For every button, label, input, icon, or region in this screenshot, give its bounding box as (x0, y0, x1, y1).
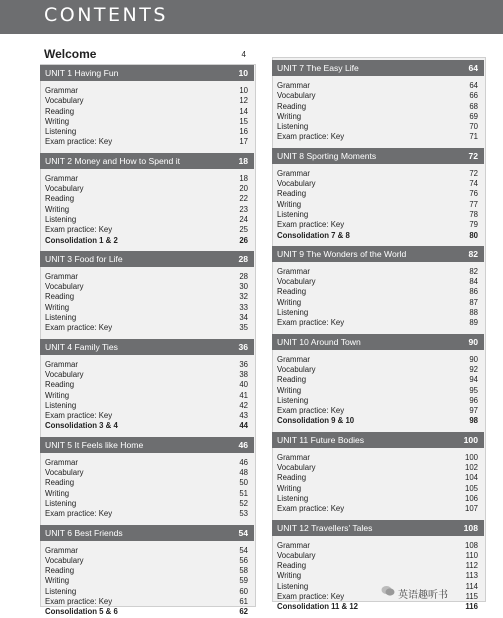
list-item[interactable] (277, 494, 478, 504)
list-item[interactable] (45, 215, 248, 225)
row-label: Listening (277, 122, 309, 132)
row-label: Grammar (45, 359, 78, 369)
list-item[interactable] (277, 453, 478, 463)
list-item[interactable] (45, 117, 248, 127)
list-item[interactable] (45, 401, 248, 411)
list-item[interactable] (277, 318, 478, 328)
list-item[interactable] (45, 272, 248, 282)
row-label: Consolidation 3 & 4 (45, 421, 118, 431)
row-page: 76 (469, 189, 478, 199)
row-page: 41 (239, 390, 248, 400)
list-item[interactable] (45, 174, 248, 184)
row-page: 25 (239, 225, 248, 235)
list-item[interactable] (45, 370, 248, 380)
list-item[interactable] (277, 484, 478, 494)
row-page: 24 (239, 214, 248, 224)
unit-rows (45, 360, 248, 432)
row-page: 30 (239, 282, 248, 292)
list-item[interactable] (277, 112, 478, 122)
list-item[interactable] (45, 411, 248, 421)
row-page: 17 (239, 137, 248, 147)
unit-header[interactable] (40, 251, 254, 267)
row-page: 26 (239, 235, 248, 245)
row-label: Writing (45, 488, 70, 498)
row-page: 110 (465, 550, 478, 560)
row-label: Reading (45, 292, 75, 302)
row-page: 79 (469, 220, 478, 230)
row-page: 22 (239, 194, 248, 204)
unit-page: 36 (238, 341, 248, 352)
list-item[interactable] (277, 277, 478, 287)
unit-page: 72 (468, 150, 478, 161)
row-label: Listening (277, 308, 309, 318)
unit-rows (277, 453, 478, 515)
row-label: Writing (45, 302, 70, 312)
page-title: CONTENTS (44, 4, 168, 26)
row-label: Vocabulary (45, 96, 84, 106)
unit-title: UNIT 2 Money and How to Spend it (45, 155, 181, 166)
row-label: Listening (45, 498, 77, 508)
row-page: 72 (469, 168, 478, 178)
row-label: Consolidation 9 & 10 (277, 416, 355, 426)
list-item[interactable] (45, 391, 248, 401)
unit-title: UNIT 6 Best Friends (45, 527, 123, 538)
unit-header[interactable] (40, 525, 254, 541)
list-item[interactable] (45, 380, 248, 390)
list-item[interactable] (277, 365, 478, 375)
list-item[interactable] (277, 473, 478, 483)
consolidation-row[interactable] (277, 231, 478, 241)
unit-rows (45, 458, 248, 520)
list-item[interactable] (277, 169, 478, 179)
row-label: Grammar (45, 86, 78, 95)
row-label: Listening (45, 400, 77, 410)
row-page: 87 (469, 297, 478, 307)
unit-title: UNIT 9 The Wonders of the World (277, 248, 407, 259)
list-item[interactable] (45, 576, 248, 586)
row-label: Exam practice: Key (277, 132, 345, 142)
unit-page: 18 (238, 155, 248, 166)
list-item[interactable] (45, 566, 248, 576)
row-label: Vocabulary (277, 550, 316, 560)
row-page: 88 (469, 308, 478, 318)
row-label: Vocabulary (277, 91, 316, 101)
row-label: Writing (45, 390, 70, 400)
unit-header[interactable] (40, 153, 254, 169)
row-page: 89 (469, 318, 478, 328)
list-item[interactable] (45, 127, 248, 137)
row-page: 18 (239, 173, 248, 183)
unit-header[interactable] (272, 148, 484, 164)
list-item[interactable] (277, 504, 478, 514)
row-label: Consolidation 11 & 12 (277, 602, 359, 612)
unit-rows (45, 272, 248, 334)
row-label: Exam practice: Key (45, 225, 113, 235)
row-page: 44 (239, 421, 248, 431)
row-page: 106 (464, 493, 478, 503)
row-page: 100 (464, 452, 478, 462)
row-page: 40 (239, 380, 248, 390)
row-label: Reading (45, 106, 75, 116)
row-label: Vocabulary (45, 555, 84, 565)
row-page: 10 (239, 86, 248, 95)
list-item[interactable] (45, 313, 248, 323)
row-label: Reading (277, 189, 307, 199)
row-page: 35 (239, 323, 248, 333)
unit-rows (277, 541, 478, 613)
row-label: Writing (45, 116, 70, 126)
list-item[interactable] (277, 287, 478, 297)
row-page: 32 (239, 292, 248, 302)
welcome-page: 4 (241, 50, 246, 59)
list-item[interactable] (45, 303, 248, 313)
unit-header[interactable] (272, 432, 484, 448)
list-item[interactable] (45, 86, 248, 96)
row-label: Vocabulary (277, 179, 316, 189)
row-label: Vocabulary (45, 369, 84, 379)
list-item[interactable] (45, 478, 248, 488)
unit-title: UNIT 7 The Easy Life (277, 63, 359, 73)
list-item[interactable] (45, 137, 248, 147)
row-page: 48 (239, 468, 248, 478)
row-page: 64 (469, 81, 478, 90)
list-item[interactable] (45, 107, 248, 117)
row-page: 115 (465, 592, 478, 602)
row-label: Exam practice: Key (277, 220, 345, 230)
list-item[interactable] (277, 551, 478, 561)
row-page: 95 (469, 385, 478, 395)
unit-rows (277, 169, 478, 241)
list-item[interactable] (45, 509, 248, 519)
row-page: 61 (239, 597, 248, 607)
row-page: 34 (239, 313, 248, 323)
unit-rows (45, 174, 248, 246)
row-label: Writing (277, 385, 302, 395)
unit-title: UNIT 5 It Feels like Home (45, 439, 144, 450)
list-item[interactable] (45, 546, 248, 556)
row-page: 108 (464, 540, 478, 550)
row-page: 56 (239, 555, 248, 565)
list-item[interactable] (45, 323, 248, 333)
row-page: 92 (469, 364, 478, 374)
row-page: 23 (239, 204, 248, 214)
row-label: Writing (45, 204, 70, 214)
row-page: 12 (239, 96, 248, 106)
row-page: 77 (469, 199, 478, 209)
row-page: 58 (239, 566, 248, 576)
list-item[interactable] (45, 225, 248, 235)
list-item[interactable] (45, 499, 248, 509)
row-label: Consolidation 5 & 6 (45, 607, 118, 617)
unit-title: UNIT 4 Family Ties (45, 341, 118, 352)
list-item[interactable] (277, 122, 478, 132)
row-page: 105 (464, 483, 478, 493)
row-page: 43 (239, 411, 248, 421)
row-label: Grammar (277, 540, 310, 550)
row-page: 113 (465, 571, 478, 581)
row-page: 54 (239, 545, 248, 555)
list-item[interactable] (277, 210, 478, 220)
row-label: Writing (277, 483, 302, 493)
row-label: Writing (277, 199, 302, 209)
row-page: 104 (464, 473, 478, 483)
row-label: Grammar (277, 354, 310, 364)
unit-title: UNIT 8 Sporting Moments (277, 150, 377, 161)
row-label: Listening (277, 209, 309, 219)
list-item[interactable] (277, 267, 478, 277)
list-item[interactable] (277, 463, 478, 473)
unit-page: 100 (463, 434, 478, 445)
list-item[interactable] (45, 556, 248, 566)
row-page: 16 (239, 127, 248, 137)
row-page: 69 (469, 111, 478, 121)
row-page: 15 (239, 116, 248, 126)
row-page: 71 (469, 132, 478, 142)
unit-rows (277, 81, 478, 143)
row-label: Listening (277, 493, 309, 503)
row-page: 59 (239, 576, 248, 586)
unit-page: 82 (468, 248, 478, 259)
row-label: Reading (45, 566, 75, 576)
unit-page: 46 (238, 439, 248, 450)
row-label: Grammar (45, 545, 78, 555)
consolidation-row[interactable] (277, 416, 478, 426)
row-label: Vocabulary (45, 468, 84, 478)
list-item[interactable] (277, 102, 478, 112)
consolidation-row[interactable] (45, 236, 248, 246)
row-label: Vocabulary (45, 282, 84, 292)
row-label: Exam practice: Key (45, 323, 113, 333)
row-label: Reading (277, 101, 307, 111)
list-item[interactable] (45, 292, 248, 302)
list-item[interactable] (277, 571, 478, 581)
row-page: 70 (469, 122, 478, 132)
unit-page: 108 (463, 522, 478, 533)
list-item[interactable] (277, 396, 478, 406)
row-label: Grammar (277, 266, 310, 276)
row-page: 74 (469, 179, 478, 189)
row-label: Reading (45, 380, 75, 390)
row-label: Exam practice: Key (45, 509, 113, 519)
unit-page: 90 (468, 336, 478, 347)
row-label: Writing (277, 111, 302, 121)
row-page: 112 (465, 561, 478, 571)
row-page: 50 (239, 478, 248, 488)
row-page: 107 (464, 504, 478, 514)
row-label: Vocabulary (277, 364, 316, 374)
header-band (0, 0, 503, 34)
row-label: Grammar (277, 452, 310, 462)
unit-page: 10 (238, 68, 248, 78)
unit-header[interactable] (272, 246, 484, 262)
row-page: 97 (469, 406, 478, 416)
consolidation-row[interactable] (45, 607, 248, 617)
list-item[interactable] (45, 184, 248, 194)
row-page: 52 (239, 498, 248, 508)
row-label: Grammar (277, 168, 310, 178)
row-label: Reading (45, 194, 75, 204)
row-label: Vocabulary (45, 184, 84, 194)
list-item[interactable] (277, 200, 478, 210)
welcome-entry[interactable] (44, 47, 246, 63)
row-label: Grammar (45, 457, 78, 467)
list-item[interactable] (45, 489, 248, 499)
unit-rows (277, 355, 478, 427)
unit-title: UNIT 12 Travellers' Tales (277, 522, 373, 533)
unit-rows (45, 86, 248, 148)
list-item[interactable] (277, 375, 478, 385)
row-page: 66 (469, 91, 478, 101)
row-label: Vocabulary (277, 463, 316, 473)
row-label: Listening (277, 395, 309, 405)
row-label: Consolidation 7 & 8 (277, 230, 350, 240)
row-label: Listening (45, 313, 77, 323)
list-item[interactable] (277, 355, 478, 365)
unit-page: 54 (238, 527, 248, 538)
list-item[interactable] (277, 386, 478, 396)
row-label: Exam practice: Key (45, 411, 113, 421)
row-label: Exam practice: Key (277, 318, 345, 328)
row-page: 68 (469, 101, 478, 111)
row-label: Listening (45, 214, 77, 224)
list-item[interactable] (45, 458, 248, 468)
row-page: 96 (469, 395, 478, 405)
row-label: Consolidation 1 & 2 (45, 235, 118, 245)
row-page: 46 (239, 457, 248, 467)
row-label: Exam practice: Key (277, 592, 345, 602)
unit-title: UNIT 3 Food for Life (45, 253, 123, 264)
row-page: 20 (239, 184, 248, 194)
list-item[interactable] (45, 587, 248, 597)
list-item[interactable] (277, 179, 478, 189)
row-page: 84 (469, 277, 478, 287)
row-page: 98 (469, 416, 478, 426)
row-label: Listening (277, 581, 309, 591)
row-page: 116 (465, 602, 478, 612)
consolidation-row[interactable] (45, 421, 248, 431)
unit-header[interactable] (272, 520, 484, 536)
unit-header[interactable] (40, 339, 254, 355)
list-item[interactable] (277, 298, 478, 308)
row-label: Exam practice: Key (45, 597, 113, 607)
list-item[interactable] (277, 308, 478, 318)
row-label: Writing (277, 571, 302, 581)
unit-rows (277, 267, 478, 329)
row-label: Reading (277, 375, 307, 385)
consolidation-row[interactable] (277, 602, 478, 612)
row-page: 53 (239, 509, 248, 519)
row-page: 38 (239, 369, 248, 379)
list-item[interactable] (277, 91, 478, 101)
unit-page: 64 (468, 63, 478, 73)
row-page: 90 (469, 354, 478, 364)
list-item[interactable] (277, 189, 478, 199)
watermark: 英语趣听书 (398, 590, 448, 601)
row-page: 36 (239, 359, 248, 369)
row-label: Grammar (277, 81, 310, 90)
row-label: Grammar (45, 271, 78, 281)
unit-rows (45, 546, 248, 618)
row-label: Exam practice: Key (277, 406, 345, 416)
list-item[interactable] (277, 220, 478, 230)
row-page: 82 (469, 266, 478, 276)
row-page: 102 (464, 463, 478, 473)
row-page: 114 (465, 581, 478, 591)
row-label: Exam practice: Key (45, 137, 113, 147)
row-page: 42 (239, 400, 248, 410)
row-page: 14 (239, 106, 248, 116)
row-page: 80 (469, 230, 478, 240)
list-item[interactable] (45, 194, 248, 204)
unit-header[interactable] (272, 334, 484, 350)
list-item[interactable] (45, 282, 248, 292)
list-item[interactable] (45, 360, 248, 370)
unit-title: UNIT 10 Around Town (277, 336, 361, 347)
unit-title: UNIT 11 Future Bodies (277, 434, 365, 445)
unit-page: 28 (238, 253, 248, 264)
row-label: Vocabulary (277, 277, 316, 287)
row-page: 33 (239, 302, 248, 312)
wechat-icon (381, 584, 395, 598)
row-label: Exam practice: Key (277, 504, 345, 514)
list-item[interactable] (277, 406, 478, 416)
row-label: Writing (45, 576, 70, 586)
row-label: Grammar (45, 173, 78, 183)
list-item[interactable] (45, 468, 248, 478)
list-item[interactable] (45, 597, 248, 607)
row-label: Writing (277, 297, 302, 307)
row-label: Reading (277, 287, 307, 297)
row-label: Listening (45, 127, 77, 137)
list-item[interactable] (277, 81, 478, 91)
row-page: 28 (239, 271, 248, 281)
row-page: 60 (239, 586, 248, 596)
unit-header[interactable] (40, 65, 254, 81)
row-label: Reading (277, 561, 307, 571)
row-page: 78 (469, 209, 478, 219)
row-page: 62 (239, 607, 248, 617)
row-page: 86 (469, 287, 478, 297)
list-item[interactable] (277, 561, 478, 571)
row-label: Listening (45, 586, 77, 596)
list-item[interactable] (45, 96, 248, 106)
row-label: Reading (277, 473, 307, 483)
list-item[interactable] (45, 205, 248, 215)
row-page: 51 (239, 488, 248, 498)
welcome-label: Welcome (44, 47, 97, 61)
unit-title: UNIT 1 Having Fun (45, 68, 119, 78)
row-label: Reading (45, 478, 75, 488)
row-page: 94 (469, 375, 478, 385)
list-item[interactable] (277, 541, 478, 551)
list-item[interactable] (277, 132, 478, 142)
unit-header[interactable] (272, 60, 484, 76)
unit-header[interactable] (40, 437, 254, 453)
